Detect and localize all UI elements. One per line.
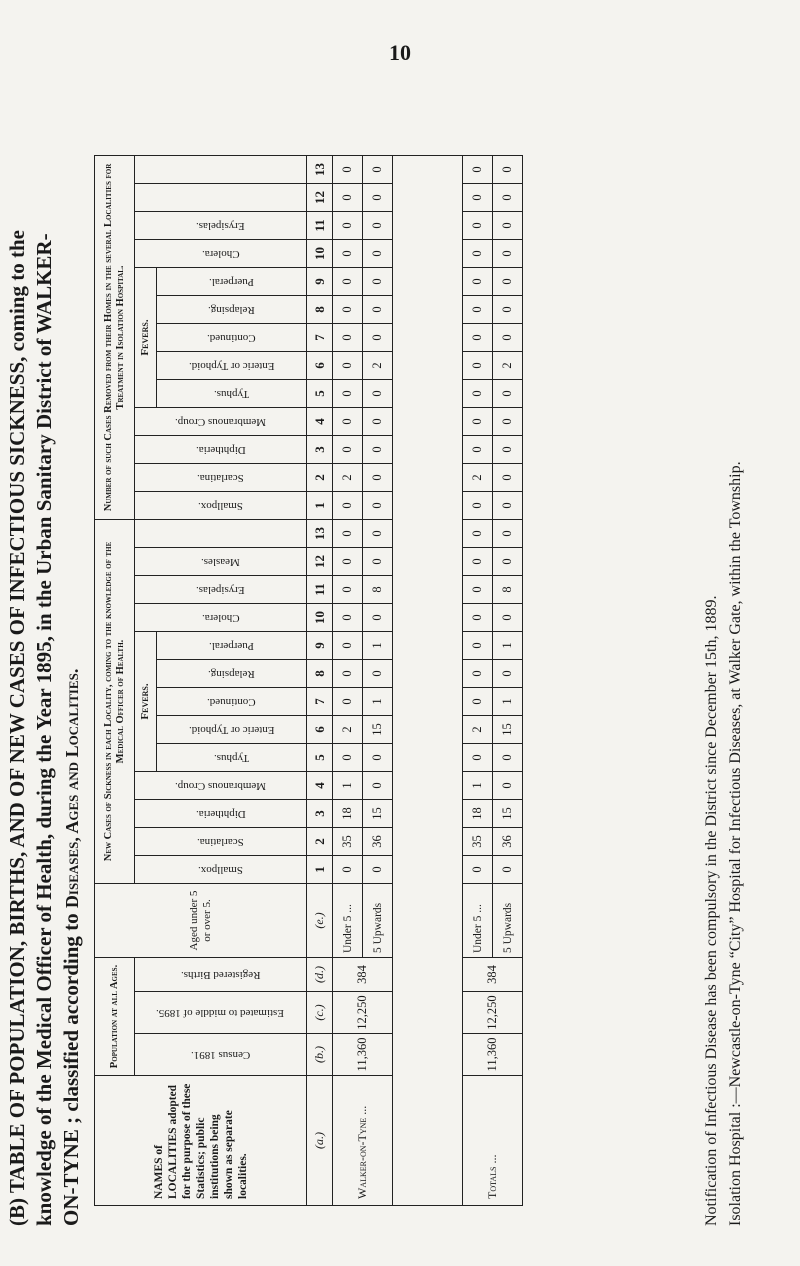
removed-col-7-header [157,324,307,352]
removed-cases-cell: 0 [463,156,493,184]
new-col-11-header [135,576,307,604]
removed-cases-cell: 0 [493,408,523,436]
new-col-3-number: 3 [307,800,333,828]
removed-cases-cell: 2 [493,352,523,380]
removed-cases-cell: 0 [333,156,363,184]
removed-cases-cell: 0 [333,352,363,380]
removed-cases-cell: 0 [333,296,363,324]
new-col-11-name: Erysipelas. [196,584,245,596]
letter-e: (e.) [307,884,333,958]
age-group: Under 5 ... [333,884,363,958]
new-col-4-header [135,772,307,800]
removed-cases-cell: 0 [463,212,493,240]
removed-col-11-header [135,212,307,240]
removed-cases-cell: 0 [363,268,393,296]
new-cases-cell: 0 [333,520,363,548]
removed-cases-cell: 0 [363,464,393,492]
new-cases-cell: 0 [363,548,393,576]
new-cases-cell: 0 [333,744,363,772]
removed-cases-cell: 2 [363,352,393,380]
removed-col-4-name: Membranous Croup. [174,416,267,428]
new-cases-cell: 2 [333,716,363,744]
names-header-text: NAMES of LOCALITIES adopted for the purpose of these Statistics; public institutions being shown as separate localities. [152,1083,249,1199]
population-header: Population at all Ages. [95,958,135,1076]
letter-d: (d.) [307,958,333,992]
removed-cases-cell: 0 [363,296,393,324]
new-cases-cell: 18 [463,800,493,828]
removed-col-1-number: 1 [307,492,333,520]
new-cases-cell: 1 [333,772,363,800]
new-cases-cell: 0 [333,688,363,716]
age-group: Under 5 ... [463,884,493,958]
estimated-value: 12,250 [333,992,393,1034]
new-cases-cell: 0 [463,688,493,716]
census-value: 11,360 [463,1034,523,1076]
new-cases-cell: 0 [363,520,393,548]
removed-cases-cell: 0 [463,184,493,212]
table-title [4,46,86,1226]
removed-col-5-name: Typhus. [214,388,249,400]
letter-b: (b.) [307,1034,333,1076]
new-cases-cell: 0 [493,548,523,576]
locality-name: Totals ... [463,1076,523,1206]
removed-fevers-header: Fevers. [135,268,157,408]
removed-col-9-number: 9 [307,268,333,296]
removed-cases-cell: 0 [493,240,523,268]
statistics-table [94,155,523,1206]
new-cases-cell: 18 [333,800,363,828]
removed-cases-cell: 0 [363,436,393,464]
new-col-7-header [157,688,307,716]
new-cases-cell: 0 [363,856,393,884]
removed-cases-cell: 0 [493,492,523,520]
new-cases-cell: 0 [493,660,523,688]
new-col-1-number: 1 [307,856,333,884]
removed-cases-cell: 0 [463,324,493,352]
removed-cases-cell: 0 [363,380,393,408]
new-cases-cell: 1 [493,688,523,716]
new-cases-cell: 0 [333,576,363,604]
removed-cases-cell: 2 [463,464,493,492]
removed-col-9-name: Puerperal. [209,276,254,288]
new-cases-cell: 0 [463,632,493,660]
removed-cases-cell: 0 [493,156,523,184]
new-col-12-name: Measles. [201,556,240,568]
new-col-3-name: Diphtheria. [195,808,246,820]
removed-cases-cell: 0 [463,380,493,408]
new-cases-cell: 8 [493,576,523,604]
new-cases-cell: 0 [463,576,493,604]
new-cases-cell: 0 [463,548,493,576]
new-cases-cell: 0 [333,632,363,660]
new-cases-cell: 35 [463,828,493,856]
removed-col-4-number: 4 [307,408,333,436]
estimated-header [135,992,307,1034]
new-col-4-number: 4 [307,772,333,800]
title-line-2: knowledge of the Medical Officer of Health, during the Year 1895, in the Urban Sanitary District of WALKER- [32,233,56,1226]
census-value: 11,360 [333,1034,393,1076]
new-col-2-number: 2 [307,828,333,856]
new-cases-cell: 1 [363,632,393,660]
new-col-9-number: 9 [307,632,333,660]
births-value: 384 [333,958,393,992]
removed-cases-cell: 0 [493,268,523,296]
removed-col-11-name: Erysipelas. [196,220,245,232]
new-cases-cell: 0 [363,744,393,772]
new-col-6-name: Enteric or Typhoid. [188,724,275,736]
new-cases-cell: 0 [493,744,523,772]
census-label: Census 1891. [190,1049,251,1061]
names-header [95,1076,307,1206]
new-cases-header: New Cases of Sickness in each Locality, coming to the knowledge of the Medical Officer of Health. [95,520,135,884]
removed-col-2-number: 2 [307,464,333,492]
removed-cases-cell: 0 [463,240,493,268]
new-col-11-number: 11 [307,576,333,604]
removed-cases-cell: 0 [333,408,363,436]
spacer-row [393,156,463,1206]
new-cases-cell: 0 [363,660,393,688]
removed-cases-cell: 0 [493,436,523,464]
new-col-4-name: Membranous Croup. [174,780,267,792]
page-number: 10 [389,40,411,65]
new-col-5-name: Typhus. [214,752,249,764]
removed-col-1-name: Smallpox. [198,500,243,512]
new-cases-cell: 0 [493,520,523,548]
age-group: 5 Upwards [363,884,393,958]
new-cases-cell: 0 [463,660,493,688]
new-cases-cell: 15 [493,800,523,828]
removed-col-6-name: Enteric or Typhoid. [188,360,275,372]
footnotes [700,26,748,1226]
removed-cases-cell: 0 [493,212,523,240]
letter-a: (a.) [307,1076,333,1206]
removed-cases-cell: 0 [363,240,393,268]
new-fevers-header: Fevers. [135,632,157,772]
removed-col-8-name: Relapsing. [208,304,255,316]
removed-cases-cell: 0 [363,408,393,436]
births-label: Registered Births. [180,969,261,981]
new-col-5-number: 5 [307,744,333,772]
removed-col-5-number: 5 [307,380,333,408]
removed-cases-cell: 0 [463,352,493,380]
removed-cases-cell: 0 [493,184,523,212]
new-col-9-header [157,632,307,660]
removed-col-1-header [135,492,307,520]
new-col-13-number: 13 [307,520,333,548]
removed-cases-cell: 0 [333,436,363,464]
removed-cases-cell: 0 [333,184,363,212]
new-cases-cell: 0 [463,604,493,632]
new-cases-cell: 0 [463,744,493,772]
new-col-12-header [135,548,307,576]
new-cases-cell: 15 [493,716,523,744]
new-cases-cell: 0 [363,772,393,800]
locality-name: Walker-on-Tyne ... [333,1076,393,1206]
title-line-1: (B) TABLE OF POPULATION, BIRTHS, AND OF NEW CASES OF INFECTIOUS SICKNESS, coming to the [5,230,29,1226]
removed-cases-cell: 0 [463,408,493,436]
removed-cases-cell: 0 [363,184,393,212]
new-col-7-name: Continued. [207,696,256,708]
new-col-6-header [157,716,307,744]
title-line-3 [58,46,86,1226]
new-col-13-header [135,520,307,548]
new-col-8-name: Relapsing. [208,668,255,680]
removed-cases-cell: 0 [363,156,393,184]
new-col-10-number: 10 [307,604,333,632]
removed-cases-cell: 0 [333,240,363,268]
new-cases-cell: 0 [333,660,363,688]
removed-header: Number of such Cases Removed from their Homes in the several Localities for Treatment in Isolation Hospital. [95,156,135,520]
removed-col-7-number: 7 [307,324,333,352]
title-line-3-main: ON-TYNE ; classified according to [59,908,83,1226]
spacer-cell [393,156,463,1206]
removed-col-10-header [135,240,307,268]
new-col-2-name: Scarlatina. [197,836,244,848]
new-cases-cell: 0 [493,604,523,632]
removed-cases-cell: 0 [463,436,493,464]
new-col-9-name: Puerperal. [209,640,254,652]
removed-cases-cell: 0 [363,492,393,520]
new-cases-cell: 35 [333,828,363,856]
removed-cases-cell: 0 [333,324,363,352]
new-cases-cell: 0 [333,604,363,632]
new-col-6-number: 6 [307,716,333,744]
removed-col-7-name: Continued. [207,332,256,344]
removed-cases-cell: 0 [363,212,393,240]
removed-col-10-number: 10 [307,240,333,268]
estimated-value: 12,250 [463,992,523,1034]
removed-col-12-header [135,184,307,212]
new-cases-cell: 1 [363,688,393,716]
new-cases-cell: 15 [363,800,393,828]
removed-col-6-header [157,352,307,380]
removed-col-9-header [157,268,307,296]
new-col-12-number: 12 [307,548,333,576]
removed-col-8-number: 8 [307,296,333,324]
age-group: 5 Upwards [493,884,523,958]
census-header [135,1034,307,1076]
removed-cases-cell: 0 [463,268,493,296]
removed-cases-cell: 0 [333,380,363,408]
new-cases-cell: 36 [363,828,393,856]
removed-col-3-number: 3 [307,436,333,464]
aged-header [95,884,307,958]
removed-cases-cell: 2 [333,464,363,492]
removed-cases-cell: 0 [333,492,363,520]
new-cases-cell: 0 [463,520,493,548]
removed-cases-cell: 0 [363,324,393,352]
removed-col-2-header [135,464,307,492]
new-cases-cell: 2 [463,716,493,744]
new-col-7-number: 7 [307,688,333,716]
removed-col-10-name: Cholera. [201,248,240,260]
removed-col-13-header [135,156,307,184]
removed-col-11-number: 11 [307,212,333,240]
removed-cases-cell: 0 [463,296,493,324]
new-col-8-header [157,660,307,688]
removed-col-5-header [157,380,307,408]
removed-col-8-header [157,296,307,324]
table-row [333,156,363,1206]
new-cases-cell: 8 [363,576,393,604]
removed-cases-cell: 0 [333,268,363,296]
removed-cases-cell: 0 [493,464,523,492]
new-col-8-number: 8 [307,660,333,688]
new-cases-cell: 0 [333,548,363,576]
letter-c: (c.) [307,992,333,1034]
new-cases-cell: 36 [493,828,523,856]
removed-col-4-header [135,408,307,436]
births-value: 384 [463,958,523,992]
removed-col-13-number: 13 [307,156,333,184]
new-col-3-header [135,800,307,828]
removed-cases-cell: 0 [333,212,363,240]
new-cases-cell: 0 [493,772,523,800]
table-row [463,156,493,1206]
new-col-10-name: Cholera. [201,612,240,624]
new-col-1-header [135,856,307,884]
new-col-5-header [157,744,307,772]
new-cases-cell: 15 [363,716,393,744]
removed-cases-cell: 0 [493,324,523,352]
removed-col-3-header [135,436,307,464]
new-cases-cell: 0 [333,856,363,884]
new-cases-cell: 1 [463,772,493,800]
aged-label: Aged under 5 or over 5. [187,890,213,951]
removed-col-6-number: 6 [307,352,333,380]
removed-col-12-number: 12 [307,184,333,212]
new-cases-cell: 1 [493,632,523,660]
removed-cases-cell: 0 [493,296,523,324]
notification-note: Notification of Infectious Disease has been compulsory in the District since December 15th, 1889. [703,595,720,1226]
isolation-hospital-note: Isolation Hospital :—Newcastle-on-Tyne “City” Hospital for Infectious Diseases, at Walker Gate, within the Township. [727,461,744,1226]
new-col-2-header [135,828,307,856]
new-cases-cell: 0 [493,856,523,884]
new-col-10-header [135,604,307,632]
removed-col-2-name: Scarlatina. [197,472,244,484]
removed-cases-cell: 0 [493,380,523,408]
new-cases-cell: 0 [363,604,393,632]
title-line-3-small: Diseases, Ages and Localities. [62,668,82,909]
new-cases-cell: 0 [463,856,493,884]
removed-col-3-name: Diphtheria. [195,444,246,456]
removed-cases-cell: 0 [463,492,493,520]
estimated-label: Estimated to middle of 1895. [156,1007,285,1019]
new-col-1-name: Smallpox. [198,864,243,876]
births-header [135,958,307,992]
